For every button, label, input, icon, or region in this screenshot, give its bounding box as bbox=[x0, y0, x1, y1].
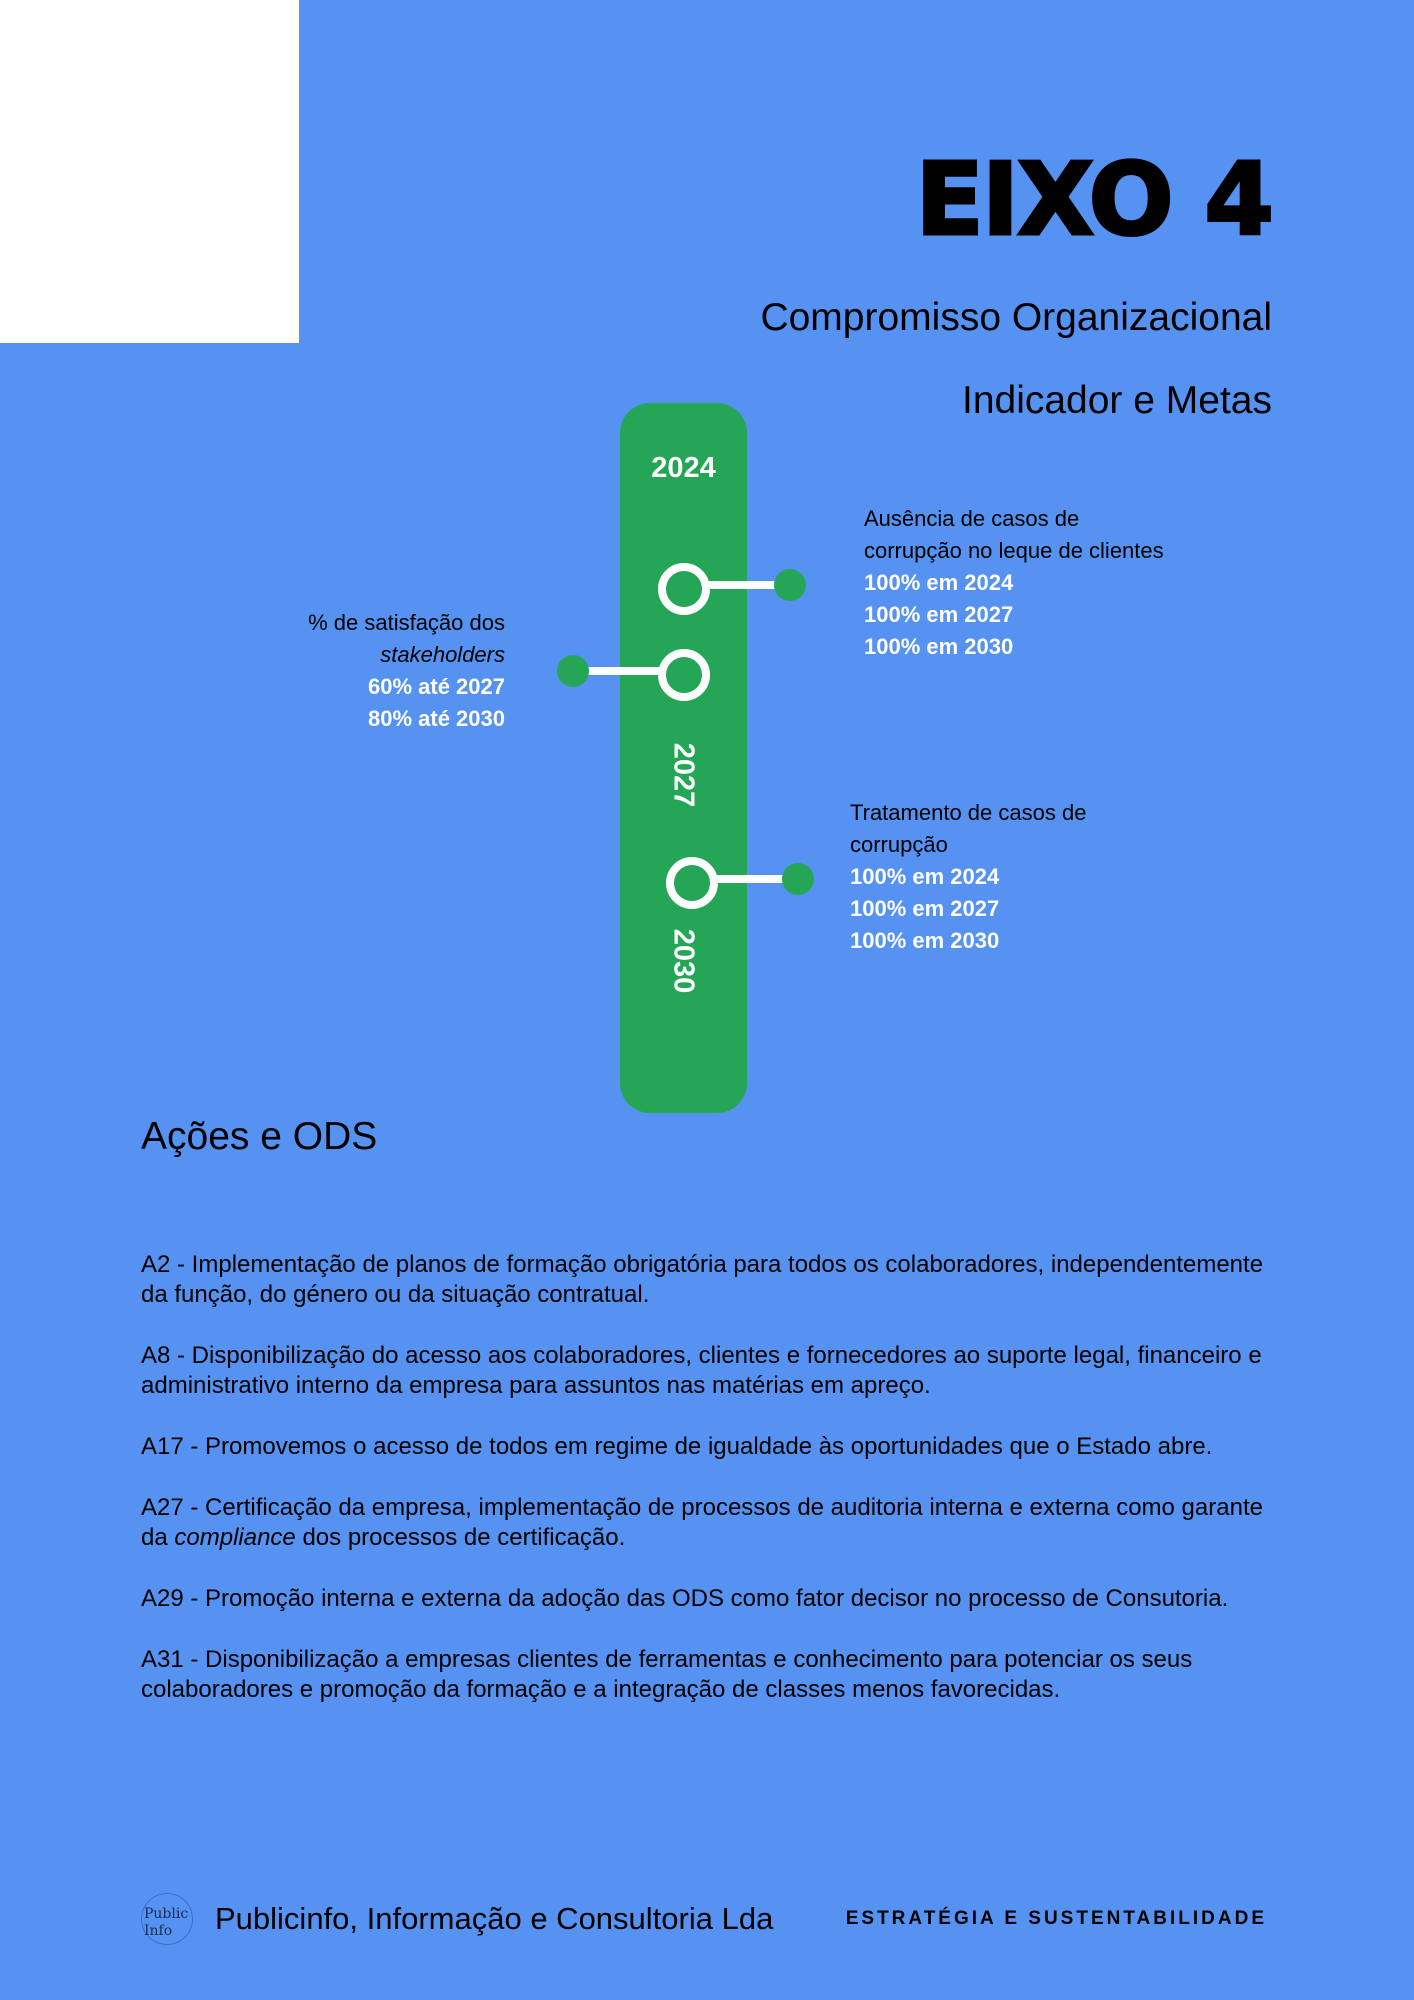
action-item bbox=[141, 1493, 1276, 1553]
connector-dot bbox=[782, 863, 814, 895]
company-logo bbox=[141, 1893, 193, 1945]
action-item: A29 - Promoção interna e externa da adoção das ODS como fator decisor no processo de Consutoria. bbox=[141, 1585, 1229, 1612]
timeline-node-ring bbox=[658, 649, 710, 701]
indicator-label: % de satisfação dos bbox=[308, 610, 505, 635]
action-text: A27 - Certificação da empresa, implementação de processos de auditoria interna e externa como garante da bbox=[141, 1494, 1263, 1551]
timeline-year-2030: 2030 bbox=[667, 928, 700, 994]
indicator-stakeholder-satisfaction bbox=[308, 607, 505, 735]
indicator-label: Tratamento de casos de bbox=[850, 800, 1087, 825]
indicator-label: corrupção bbox=[850, 832, 948, 857]
timeline-year-2027: 2027 bbox=[667, 742, 700, 808]
indicator-target: 100% em 2030 bbox=[850, 928, 1000, 953]
actions-list bbox=[141, 1250, 1276, 1736]
indicator-corruption-handling bbox=[850, 797, 1086, 957]
indicators-section-title: Indicador e Metas bbox=[961, 379, 1272, 422]
indicator-target: 80% até 2030 bbox=[368, 706, 505, 731]
indicator-target: 100% em 2027 bbox=[850, 896, 1000, 921]
page-subtitle: Compromisso Organizacional bbox=[760, 296, 1272, 339]
connector-dot bbox=[557, 655, 589, 687]
indicator-target: 100% em 2024 bbox=[864, 570, 1014, 595]
action-item: A2 - Implementação de planos de formação obrigatória para todos os colaboradores, independentemente da função, do género ou da situação contratual. bbox=[141, 1251, 1264, 1308]
connector-dot bbox=[774, 569, 806, 601]
timeline-node-ring bbox=[658, 563, 710, 615]
indicator-target: 100% em 2027 bbox=[864, 602, 1014, 627]
footer-tagline: ESTRATÉGIA E SUSTENTABILIDADE bbox=[845, 1908, 1267, 1929]
page-title: EIXO 4 bbox=[915, 141, 1272, 258]
logo-text: Info bbox=[144, 1923, 173, 1939]
indicator-label: Ausência de casos de bbox=[864, 506, 1080, 531]
logo-text: Public bbox=[144, 1906, 189, 1922]
action-text-emphasis: compliance bbox=[174, 1524, 296, 1551]
action-text: dos processos de certificação. bbox=[295, 1524, 626, 1551]
actions-section-title: Ações e ODS bbox=[141, 1115, 378, 1158]
indicator-target: 60% até 2027 bbox=[368, 674, 505, 699]
action-item: A17 - Promovemos o acesso de todos em regime de igualdade às oportunidades que o Estado abre. bbox=[141, 1433, 1213, 1460]
indicator-target: 100% em 2024 bbox=[850, 864, 1000, 889]
indicator-corruption-absence bbox=[864, 503, 1164, 663]
action-item: A31 - Disponibilização a empresas clientes de ferramentas e conhecimento para potenciar os seus colaboradores e promoção da formação e a integração de classes menos favorecidas. bbox=[141, 1646, 1193, 1703]
footer-company-name: Publicinfo, Informação e Consultoria Lda bbox=[215, 1901, 774, 1936]
indicator-label: stakeholders bbox=[380, 642, 505, 667]
indicator-label: corrupção no leque de clientes bbox=[864, 538, 1164, 563]
white-placeholder-box bbox=[0, 0, 299, 343]
indicator-target: 100% em 2030 bbox=[864, 634, 1014, 659]
action-item: A8 - Disponibilização do acesso aos colaboradores, clientes e fornecedores ao suporte legal, financeiro e administrativo interno da empresa para assuntos nas matérias em apreço. bbox=[141, 1342, 1262, 1399]
timeline-year-2024: 2024 bbox=[651, 452, 716, 484]
timeline-node-ring bbox=[666, 857, 718, 909]
